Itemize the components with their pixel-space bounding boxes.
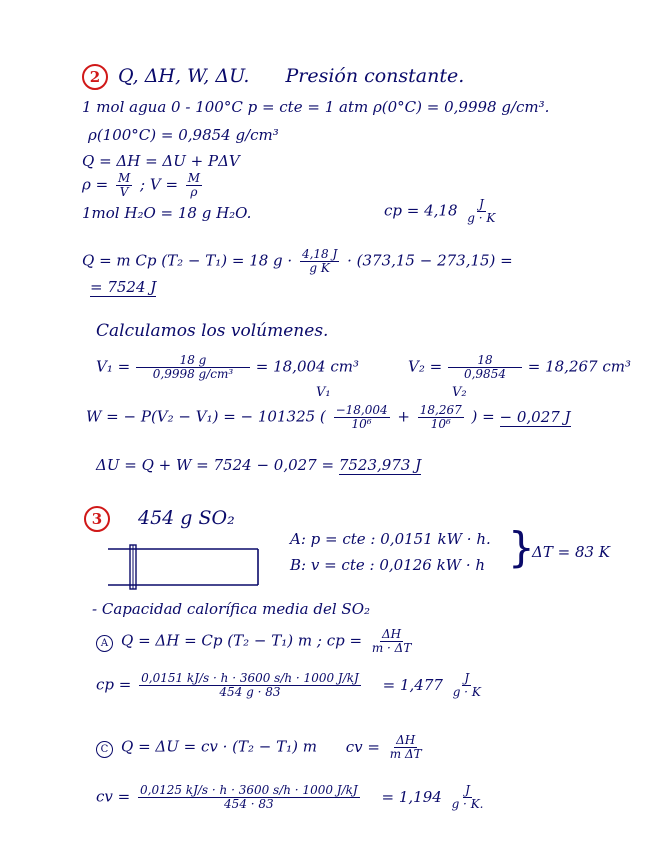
- problem-number-badge: 2: [82, 64, 108, 90]
- volume-1-calculation: V₁ = $\frac{18 g}{\text{0,9998 g/cm³}}$ = 18,004 cm³: [96, 353, 359, 381]
- problem-2-condition: Presión constante.: [285, 65, 465, 87]
- problem-number-badge: 3: [84, 506, 110, 532]
- case-c-relation: C Q = ΔU = cv · (T₂ − T₁) m cv = $\frac{\Delta H}{\text{m ΔT}}$: [96, 734, 427, 761]
- work-result: − 0,027 J: [499, 407, 571, 426]
- given-data-line-2: ρ(100°C) = 0,9854 g/cm³: [88, 126, 279, 144]
- volume-2-calculation: V₂ = $\frac{18}{0,9854}$ = 18,267 cm³: [408, 353, 631, 381]
- heat-calculation: Q = m Cp (T₂ − T₁) = 18 g · $\frac{4,18 J}{\text{g K}}$ · (373,15 − 273,15) =: [82, 247, 513, 275]
- problem-3-heading: [84, 506, 235, 532]
- volumes-heading: Calculamos los volúmenes.: [96, 321, 329, 341]
- given-data-line-1: 1 mol agua 0 - 100°C p = cte = 1 atm ρ(0°C) = 0,9998 g/cm³.: [82, 98, 550, 116]
- piston-cylinder-diagram: [108, 543, 268, 591]
- w-label-v1: V₁: [316, 385, 331, 400]
- first-law-equation: Q = ΔH = ΔU + PΔV: [82, 152, 240, 170]
- internal-energy-result: 7523,973 J: [338, 456, 422, 474]
- temperature-change: ΔT = 83 K: [532, 543, 611, 561]
- brace-symbol: }: [508, 523, 535, 572]
- cv-calculation: cv = $\frac{0,0125 kJ/s \cdot h \cdot 3600 s/h \cdot 1000 J/kJ}{454 \cdot 83}$ = 1,194 $\frac{J}{g \cdot K.}$: [96, 783, 484, 811]
- w-label-v2: V₂: [452, 385, 467, 400]
- density-relation: ρ = $\frac{M}{V}$ ; V = $\frac{M}{\rho}$: [82, 171, 201, 199]
- heat-capacity-subheading: - Capacidad calorífica media del SO₂: [92, 600, 371, 618]
- internal-energy-calculation: ΔU = Q + W = 7524 − 0,027 = 7523,973 J: [96, 456, 422, 474]
- problem-2-heading: [82, 64, 464, 90]
- cp-calculation: cp = $\frac{0,0151 kJ/s \cdot h \cdot 3600 s/h \cdot 1000 J/kJ}{454 g \cdot 83}$ = 1,477 $\frac{J}{g \cdot K}$: [96, 671, 481, 699]
- problem-2-title: Q, ΔH, W, ΔU.: [118, 65, 250, 87]
- cp-value: cp = 4,18 $\frac{J}{g \cdot K}$: [384, 197, 496, 225]
- heat-result: = 7524 J: [90, 278, 157, 296]
- case-a-energy: A: p = cte : 0,0151 kW · h.: [290, 530, 491, 548]
- problem-3-title: 454 g SO₂: [138, 507, 235, 529]
- case-a-relation: A Q = ΔH = Cp (T₂ − T₁) m ; cp = $\frac{\Delta H}{m \cdot \Delta T}$: [96, 628, 416, 655]
- work-calculation: W = − P(V₂ − V₁) = − 101325 ( $\frac{-18,004}{\text{10⁶}}$ + $\frac{18,267}{\text{10⁶}}$ ) = − 0,027 J: [86, 403, 571, 431]
- molar-mass-line: 1mol H₂O = 18 g H₂O.: [82, 204, 252, 222]
- case-b-energy: B: v = cte : 0,0126 kW · h: [290, 556, 486, 574]
